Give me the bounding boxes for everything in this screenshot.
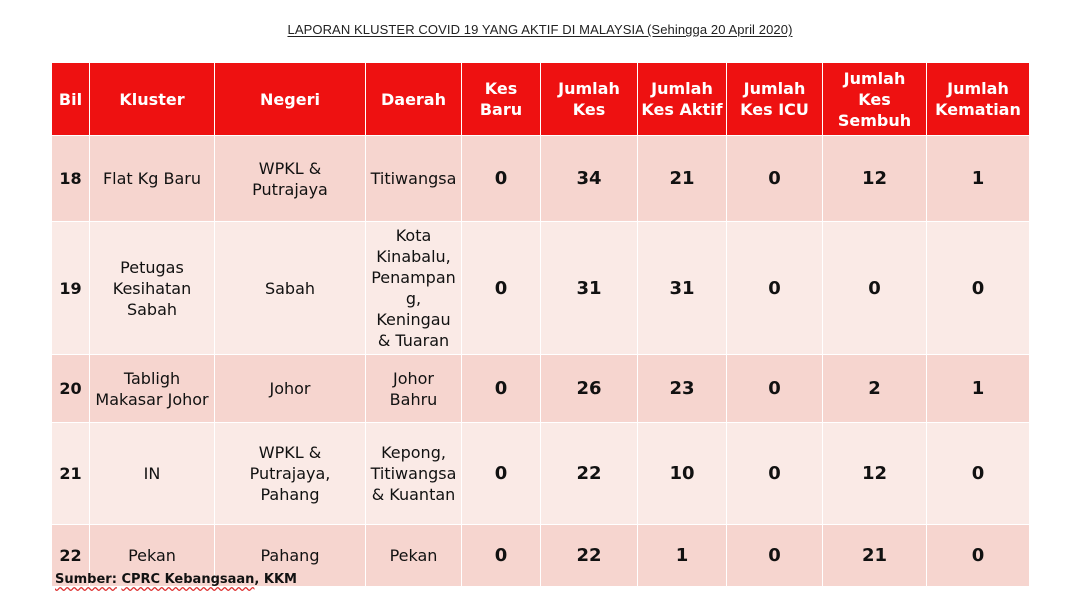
cell-negeri: WPKL & Putrajaya (215, 136, 366, 222)
cell-bil: 20 (52, 355, 90, 423)
header-bil: Bil (52, 63, 90, 136)
cell-bil: 19 (52, 222, 90, 355)
cell-negeri: Pahang (215, 525, 366, 587)
table-header-row (52, 63, 1030, 136)
cell-kes-sembuh: 2 (823, 355, 927, 423)
cell-kes-icu: 0 (727, 222, 823, 355)
cell-daerah: Kepong, Titiwangsa & Kuantan (366, 423, 462, 525)
cell-jumlah-kes: 22 (541, 525, 638, 587)
cell-kes-baru: 0 (462, 355, 541, 423)
cell-kes-icu: 0 (727, 525, 823, 587)
cell-jumlah-kes: 31 (541, 222, 638, 355)
cell-kes-sembuh: 21 (823, 525, 927, 587)
cell-kematian: 0 (927, 222, 1030, 355)
cell-kematian: 1 (927, 355, 1030, 423)
cell-kluster: Flat Kg Baru (90, 136, 215, 222)
cell-negeri: WPKL & Putrajaya, Pahang (215, 423, 366, 525)
source-rest: , KKM (254, 572, 297, 587)
cell-kes-aktif: 10 (638, 423, 727, 525)
header-jumlah-kes: Jumlah Kes (541, 63, 638, 136)
header-jumlah-kematian: Jumlah Kematian (927, 63, 1030, 136)
cell-kes-baru: 0 (462, 525, 541, 587)
cell-daerah: Titiwangsa (366, 136, 462, 222)
header-negeri: Negeri (215, 63, 366, 136)
cell-kes-aktif: 23 (638, 355, 727, 423)
cell-bil: 21 (52, 423, 90, 525)
cell-jumlah-kes: 22 (541, 423, 638, 525)
table-row (52, 222, 1030, 355)
cell-kes-icu: 0 (727, 136, 823, 222)
source-label: Sumber: (55, 572, 117, 587)
cell-kluster: Pekan (90, 525, 215, 587)
cell-daerah: Pekan (366, 525, 462, 587)
header-jumlah-kes-sembuh: Jumlah Kes Sembuh (823, 63, 927, 136)
source-footer (55, 572, 297, 587)
source-name: CPRC Kebangsaan (121, 572, 255, 587)
table-row (52, 423, 1030, 525)
cell-kluster: Tabligh Makasar Johor (90, 355, 215, 423)
header-kes-baru: Kes Baru (462, 63, 541, 136)
cell-bil: 18 (52, 136, 90, 222)
cluster-table (51, 62, 1030, 587)
cell-kes-aktif: 21 (638, 136, 727, 222)
cell-kluster: Petugas Kesihatan Sabah (90, 222, 215, 355)
cell-jumlah-kes: 34 (541, 136, 638, 222)
cell-negeri: Johor (215, 355, 366, 423)
cell-daerah: Johor Bahru (366, 355, 462, 423)
cell-kematian: 1 (927, 136, 1030, 222)
header-kluster: Kluster (90, 63, 215, 136)
cell-kes-baru: 0 (462, 423, 541, 525)
table-row (52, 136, 1030, 222)
header-jumlah-kes-aktif: Jumlah Kes Aktif (638, 63, 727, 136)
cell-kematian: 0 (927, 525, 1030, 587)
cell-jumlah-kes: 26 (541, 355, 638, 423)
cell-kematian: 0 (927, 423, 1030, 525)
cell-bil: 22 (52, 525, 90, 587)
cell-kes-aktif: 1 (638, 525, 727, 587)
header-daerah: Daerah (366, 63, 462, 136)
cell-kes-sembuh: 12 (823, 423, 927, 525)
cell-kes-sembuh: 0 (823, 222, 927, 355)
cell-negeri: Sabah (215, 222, 366, 355)
cell-kes-baru: 0 (462, 136, 541, 222)
cell-daerah: Kota Kinabalu, Penampan g, Keningau & Tuaran (366, 222, 462, 355)
cell-kes-icu: 0 (727, 355, 823, 423)
cell-kluster: IN (90, 423, 215, 525)
report-title: LAPORAN KLUSTER COVID 19 YANG AKTIF DI MALAYSIA (Sehingga 20 April 2020) (287, 22, 793, 37)
cell-kes-baru: 0 (462, 222, 541, 355)
cell-kes-sembuh: 12 (823, 136, 927, 222)
cell-kes-aktif: 31 (638, 222, 727, 355)
table-row (52, 355, 1030, 423)
header-jumlah-kes-icu: Jumlah Kes ICU (727, 63, 823, 136)
cell-kes-icu: 0 (727, 423, 823, 525)
